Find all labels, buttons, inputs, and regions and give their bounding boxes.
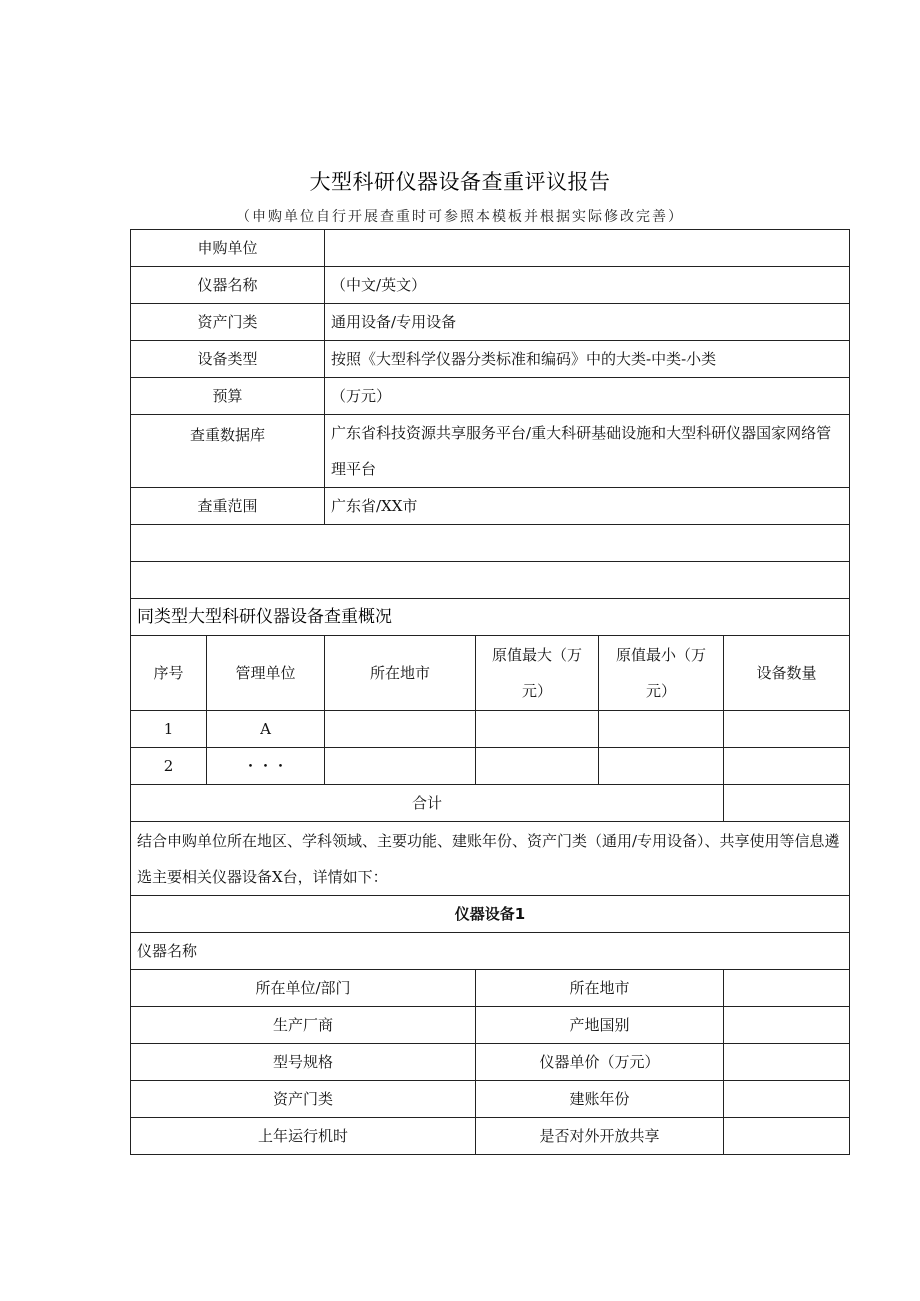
scope-value[interactable]: 广东省/XX市 xyxy=(325,488,850,525)
col-header-city: 所在地市 xyxy=(325,636,476,711)
overview-section-title: 同类型大型科研仪器设备查重概况 xyxy=(131,599,850,636)
equipment-right-value[interactable] xyxy=(724,970,850,1007)
blank-cell[interactable] xyxy=(131,562,850,599)
equipment-right-label: 仪器单价（万元） xyxy=(476,1044,724,1081)
applicant-value[interactable] xyxy=(325,230,850,267)
info-label: 查重数据库 xyxy=(131,415,325,488)
col-header-count: 设备数量 xyxy=(724,636,850,711)
total-row xyxy=(131,785,850,822)
info-label: 设备类型 xyxy=(131,341,325,378)
equipment-name-label: 仪器名称 xyxy=(137,942,198,960)
table-row xyxy=(131,748,850,785)
info-row-budget xyxy=(131,378,850,415)
equipment-row xyxy=(131,1118,850,1155)
row-count[interactable] xyxy=(724,711,850,748)
info-row-equipment-type xyxy=(131,341,850,378)
equipment-right-value[interactable] xyxy=(724,1081,850,1118)
col-header-max: 原值最大（万元） xyxy=(476,636,599,711)
info-label: 查重范围 xyxy=(131,488,325,525)
info-label: 仪器名称 xyxy=(131,267,325,304)
col-header-unit: 管理单位 xyxy=(207,636,325,711)
overview-header-row xyxy=(131,636,850,711)
total-value[interactable] xyxy=(724,785,850,822)
info-label: 资产门类 xyxy=(131,304,325,341)
database-value[interactable]: 广东省科技资源共享服务平台/重大科研基础设施和大型科研仪器国家网络管理平台 xyxy=(325,415,850,488)
description-row xyxy=(131,822,850,896)
overview-section-row xyxy=(131,599,850,636)
budget-value[interactable]: （万元） xyxy=(325,378,850,415)
row-min[interactable] xyxy=(599,748,724,785)
blank-row xyxy=(131,525,850,562)
blank-row xyxy=(131,562,850,599)
equipment-right-value[interactable] xyxy=(724,1007,850,1044)
equipment-name-cell[interactable] xyxy=(131,933,850,970)
row-index: 1 xyxy=(131,711,207,748)
equipment-right-label: 所在地市 xyxy=(476,970,724,1007)
total-label: 合计 xyxy=(131,785,724,822)
equipment-row xyxy=(131,970,850,1007)
description-text: 结合申购单位所在地区、学科领域、主要功能、建账年份、资产门类（通用/专用设备）、共享使用等信息遴选主要相关仪器设备X台，详情如下： xyxy=(131,822,850,896)
equipment-row xyxy=(131,1007,850,1044)
equipment-left-label: 资产门类 xyxy=(131,1081,476,1118)
equipment-left-label: 上年运行机时 xyxy=(131,1118,476,1155)
equipment-heading-row xyxy=(131,896,850,933)
info-row-asset-category xyxy=(131,304,850,341)
info-row-database xyxy=(131,415,850,488)
asset-category-value[interactable]: 通用设备/专用设备 xyxy=(325,304,850,341)
col-header-index: 序号 xyxy=(131,636,207,711)
row-max[interactable] xyxy=(476,711,599,748)
row-unit[interactable]: ・・・ xyxy=(207,748,325,785)
equipment-left-label: 型号规格 xyxy=(131,1044,476,1081)
equipment-right-label: 建账年份 xyxy=(476,1081,724,1118)
info-row-scope xyxy=(131,488,850,525)
row-count[interactable] xyxy=(724,748,850,785)
info-label: 申购单位 xyxy=(131,230,325,267)
row-city[interactable] xyxy=(325,748,476,785)
info-row-instrument-name xyxy=(131,267,850,304)
equipment-row xyxy=(131,1081,850,1118)
blank-cell[interactable] xyxy=(131,525,850,562)
equipment-left-label: 生产厂商 xyxy=(131,1007,476,1044)
row-unit[interactable]: A xyxy=(207,711,325,748)
equipment-row xyxy=(131,1044,850,1081)
report-form xyxy=(130,229,850,1155)
info-label: 预算 xyxy=(131,378,325,415)
equipment-heading: 仪器设备1 xyxy=(131,896,850,933)
row-min[interactable] xyxy=(599,711,724,748)
equipment-type-value[interactable]: 按照《大型科学仪器分类标准和编码》中的大类-中类-小类 xyxy=(325,341,850,378)
col-header-min: 原值最小（万元） xyxy=(599,636,724,711)
equipment-right-label: 产地国别 xyxy=(476,1007,724,1044)
row-city[interactable] xyxy=(325,711,476,748)
equipment-right-value[interactable] xyxy=(724,1118,850,1155)
equipment-right-label: 是否对外开放共享 xyxy=(476,1118,724,1155)
report-subtitle: （申购单位自行开展查重时可参照本模板并根据实际修改完善） xyxy=(236,209,684,225)
row-max[interactable] xyxy=(476,748,599,785)
equipment-right-value[interactable] xyxy=(724,1044,850,1081)
info-row-applicant xyxy=(131,230,850,267)
table-row xyxy=(131,711,850,748)
report-title: 大型科研仪器设备查重评议报告 xyxy=(309,170,611,194)
instrument-name-value[interactable]: （中文/英文） xyxy=(325,267,850,304)
equipment-name-row xyxy=(131,933,850,970)
equipment-left-label: 所在单位/部门 xyxy=(131,970,476,1007)
row-index: 2 xyxy=(131,748,207,785)
